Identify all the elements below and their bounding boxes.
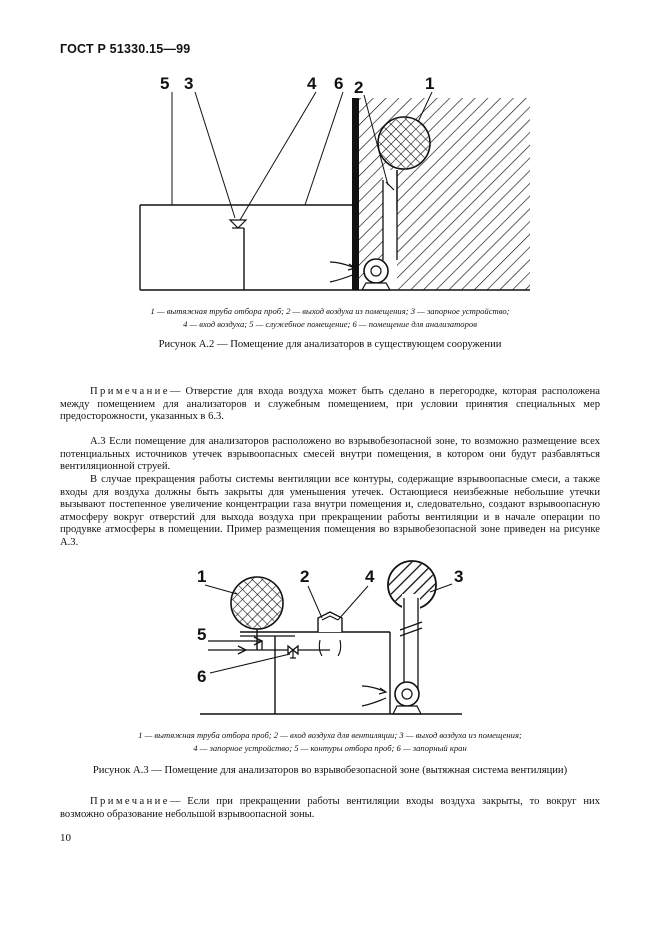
fig-a3-label-2: 2 (300, 567, 310, 586)
page-number: 10 (60, 832, 71, 844)
fig-a3-label-6: 6 (197, 667, 207, 686)
note-1-text: — Отверстие для входа воздуха может быть сделано в перегородке, которая расположена между помещением для анализаторов и служебным помещением, при условии принятия специальных мер предосторожности, указанных в 6.3. (60, 386, 600, 423)
document-header: ГОСТ Р 51330.15—99 (60, 42, 191, 56)
fig-a2-label-2: 2 (354, 78, 364, 97)
fig-a3-label-3: 3 (454, 567, 464, 586)
fig-a2-label-1: 1 (425, 74, 435, 93)
note-2 (60, 796, 600, 821)
fig-a3-label-4: 4 (365, 567, 375, 586)
fig-a2-label-3: 3 (184, 74, 194, 93)
fig-a2-legend-line2: 4 — вход воздуха; 5 — служебное помещение; 6 — помещение для анализаторов (183, 319, 477, 329)
paragraph-a3-continued: В случае прекращения работы системы вентиляции все контуры, содержащие взрывоопасные смеси, а также входы для воздуха должны быть закрыты для уменьшения утечек. Остающиеся неизбежные небольшие утечки вызывают постепенное увеличение концентрации газа внутри помещения и, следовательно, создают взрывоопасную атмосферу вокруг отверстий для выхода воздуха при прекращении работы вентиляции и в начале операции по продувке атмосферы в помещении. Пример размещения помещения во взрывобезопасной зоне приведен на рисунке А.3. (60, 474, 600, 548)
fig-a3-label-5: 5 (197, 625, 207, 644)
fig-a2-label-6: 6 (334, 74, 344, 93)
air-inlet-hood (318, 612, 342, 632)
fig-a2-caption: Рисунок А.2 — Помещение для анализаторов в существующем сооружении (158, 339, 502, 350)
note-2-label: Примечание (90, 796, 170, 807)
note-2-text: — Если при прекращении работы вентиляции входы воздуха закрыты, то вокруг них возможно образование небольшой взрывоопасной зоны. (60, 796, 600, 820)
note-1-label: Примечание (90, 386, 170, 397)
fig-a3-legend (60, 729, 600, 755)
fig-a3-label-1: 1 (197, 567, 207, 586)
fig-a3-legend-line2: 4 — запорное устройство; 5 — контуры отбора проб; 6 — запорный кран (193, 743, 467, 753)
fig-a3-legend-line1: 1 — вытяжная труба отбора проб; 2 — вход воздуха для вентиляции; 3 — выход воздуха из помещения; (138, 730, 522, 740)
fig-a2-label-5: 5 (160, 74, 170, 93)
paragraph-a3: А.3 Если помещение для анализаторов расположено во взрывобезопасной зоне, то возможно размещение всех потенциальных источников утечек взрывоопасных смесей внутри помещения, в котором они будут разбавляться вентиляционной струей. (60, 436, 600, 473)
fig-a2-legend-line1: 1 — вытяжная труба отбора проб; 2 — выход воздуха из помещения; 3 — запорное устройство; (150, 306, 510, 316)
fig-a2-label-4: 4 (307, 74, 317, 93)
fig-a3-caption: Рисунок А.3 — Помещение для анализаторов во взрывобезопасной зоне (вытяжная система вентиляции) (92, 765, 568, 776)
